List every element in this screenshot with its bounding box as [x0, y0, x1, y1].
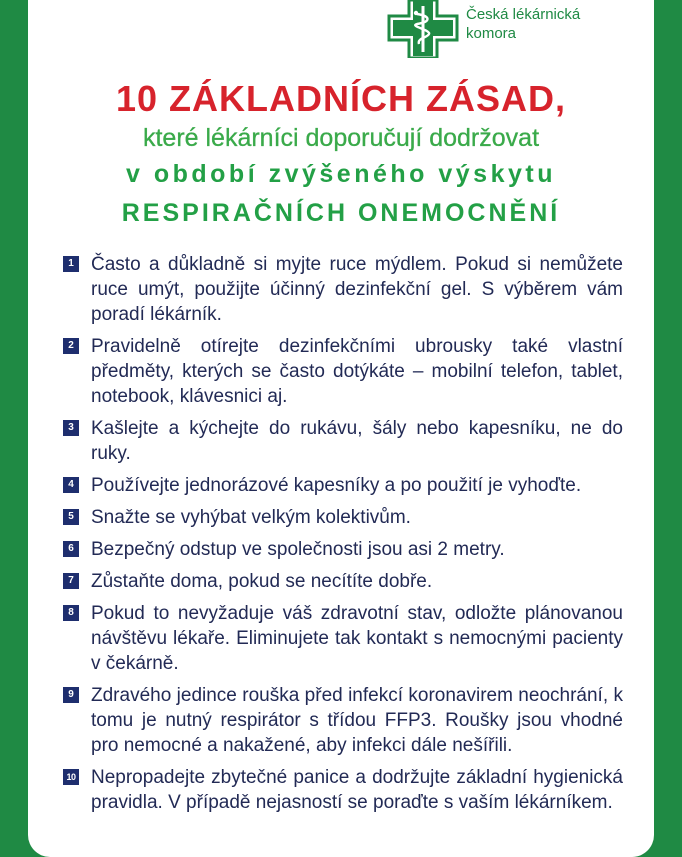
rule-item [63, 416, 623, 466]
rule-text: Kašlejte a kýchejte do rukávu, šály nebo kapesníku, ne do ruky. [91, 418, 623, 464]
rule-item [63, 505, 623, 530]
rule-text: Pravidelně otírejte dezinfekčními ubrousky také vlastní předměty, kterých se často dotýkáte – mobilní telefon, tablet, notebook, klávesnici aj. [91, 336, 623, 407]
rule-text: Často a důkladně si myjte ruce mýdlem. Pokud si nemůžete ruce umýt, použijte účinný dezinfekční gel. S výběrem vám poradí lékárník. [91, 254, 623, 325]
rule-number-badge: 7 [63, 573, 79, 589]
logo-text [466, 5, 580, 43]
chamber-logo [387, 0, 607, 58]
rule-number-badge: 5 [63, 509, 79, 525]
rule-item [63, 765, 623, 815]
rule-item [63, 252, 623, 327]
rule-item [63, 473, 623, 498]
rules-list [63, 252, 623, 822]
rule-number-badge: 1 [63, 256, 79, 272]
rule-number-badge: 6 [63, 541, 79, 557]
rule-text: Zůstaňte doma, pokud se necítíte dobře. [91, 571, 433, 592]
rule-text: Zdravého jedince rouška před infekcí koronavirem neochrání, k tomu je nutný respirátor s třídou FFP3. Roušky jsou vhodné pro nemocné a nakažené, aby infekci dále nešířili. [91, 685, 623, 756]
subtitle-line-3: RESPIRAČNÍCH ONEMOCNĚNÍ [121, 199, 561, 227]
rule-text: Pokud to nevyžaduje váš zdravotní stav, odložte plánovanou návštěvu lékaře. Eliminujete tak kontakt s nemocnými pacienty v čekárně. [91, 603, 623, 674]
rule-text: Nepropadejte zbytečné panice a dodržujte základní hygienická pravidla. V případě nejasností se poraďte s vaším lékárníkem. [91, 767, 623, 813]
rule-text: Snažte se vyhýbat velkým kolektivům. [91, 507, 411, 528]
logo-line-1: Česká lékárnická [466, 6, 581, 23]
rule-number-badge: 4 [63, 477, 79, 493]
rule-number-badge: 2 [63, 338, 79, 354]
rule-item [63, 537, 623, 562]
logo-line-2: komora [466, 25, 517, 42]
subtitle-line-1: které lékárníci doporučují dodržovat [142, 124, 540, 152]
rule-number-badge: 10 [63, 769, 79, 785]
rule-item [63, 683, 623, 758]
pharmacy-cross-icon [387, 0, 459, 58]
rule-number-badge: 9 [63, 687, 79, 703]
rule-text: Používejte jednorázové kapesníky a po použití je vyhoďte. [91, 475, 582, 496]
rule-number-badge: 3 [63, 420, 79, 436]
rule-item [63, 334, 623, 409]
subtitle-line-2: v období zvýšeného výskytu [126, 160, 556, 188]
rule-number-badge: 8 [63, 605, 79, 621]
rule-text: Bezpečný odstup ve společnosti jsou asi 2 metry. [91, 539, 505, 560]
rule-item [63, 601, 623, 676]
poster-title: 10 ZÁKLADNÍCH ZÁSAD, [115, 78, 566, 119]
rule-item [63, 569, 623, 594]
